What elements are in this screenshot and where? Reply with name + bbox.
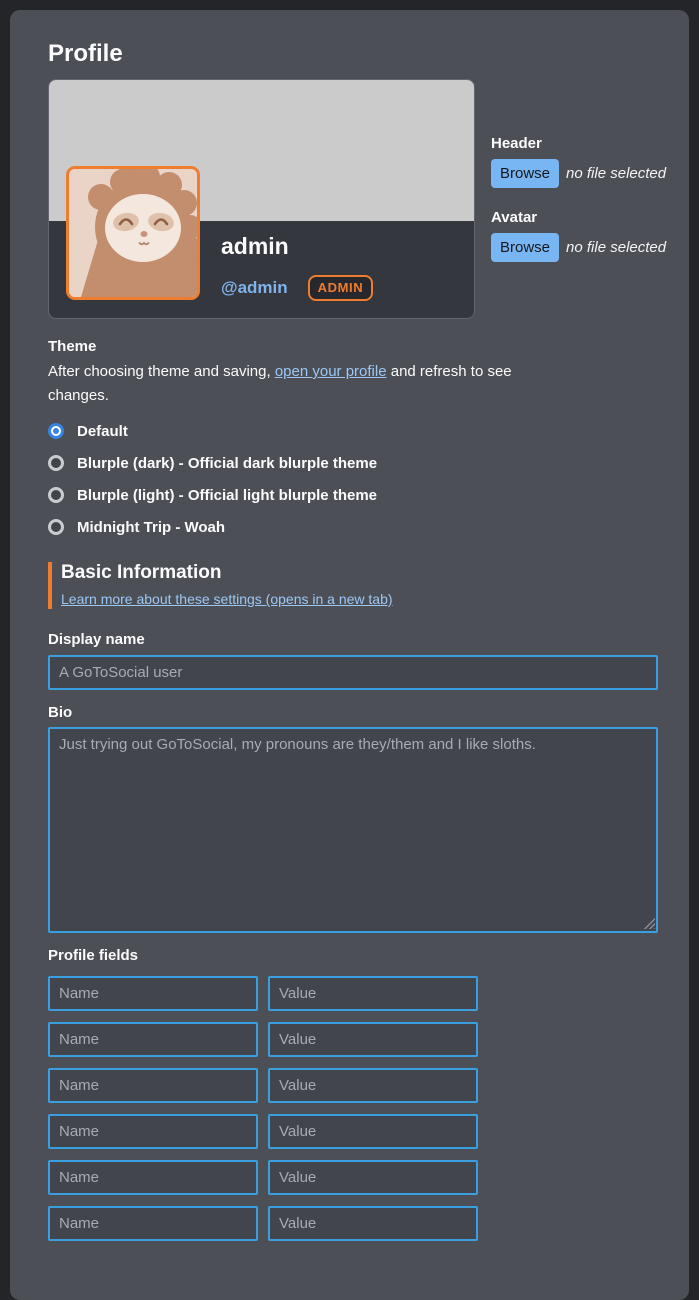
profile-field-value-input-1[interactable] [268,976,478,1011]
display-name-input[interactable] [48,655,658,690]
page-title: Profile [48,40,123,67]
radio-selected-icon[interactable] [48,423,64,439]
profile-field-name-input-4[interactable] [48,1114,258,1149]
avatar-browse-button[interactable]: Browse [491,233,559,262]
avatar-file-input[interactable] [491,233,666,262]
profile-field-value-input-5[interactable] [268,1160,478,1195]
sloth-avatar-image [69,169,197,297]
avatar-upload-label: Avatar [491,209,538,226]
username: admin [221,233,289,259]
avatar [66,166,200,300]
header-upload-label: Header [491,135,542,152]
theme-option-blurple-light[interactable]: Blurple (light) - Official light blurple theme [48,487,668,503]
profile-field-name-input-2[interactable] [48,1022,258,1057]
profile-field-value-input-6[interactable] [268,1206,478,1241]
profile-preview-card [48,79,475,319]
theme-description-text: After choosing theme and saving, [48,363,275,380]
theme-option-default[interactable]: Default [48,423,668,439]
basic-information-heading: Basic Information [61,562,222,583]
header-browse-button[interactable]: Browse [491,159,559,188]
user-handle: @admin [221,278,288,297]
profile-card-info [221,233,373,301]
upload-column [491,135,666,319]
profile-fields-grid [48,976,668,1241]
theme-description-text-2: and refresh to see changes. [48,363,512,404]
basic-information-header [48,562,668,609]
theme-option-midnight-trip[interactable]: Midnight Trip - Woah [48,519,668,535]
settings-panel [10,10,689,1300]
bio-label: Bio [48,704,73,721]
theme-option-blurple-dark[interactable]: Blurple (dark) - Official dark blurple theme [48,455,668,471]
theme-description [48,360,526,408]
profile-field-name-input-6[interactable] [48,1206,258,1241]
profile-field-name-input-3[interactable] [48,1068,258,1103]
theme-radio-group [48,423,668,535]
theme-label: Theme [48,338,97,355]
profile-field-value-input-2[interactable] [268,1022,478,1057]
display-name-label: Display name [48,631,145,648]
theme-section [48,338,668,535]
profile-field-name-input-5[interactable] [48,1160,258,1195]
profile-fields-label: Profile fields [48,947,139,964]
avatar-file-status: no file selected [566,239,667,256]
role-badge: ADMIN [308,275,374,301]
header-file-input[interactable] [491,159,666,188]
radio-unselected-icon[interactable] [48,487,64,503]
bio-textarea[interactable] [48,727,658,933]
profile-field-value-input-3[interactable] [268,1068,478,1103]
profile-preview-row [48,79,668,319]
open-profile-link[interactable]: open your profile [274,363,387,380]
radio-unselected-icon[interactable] [48,519,64,535]
profile-field-value-input-4[interactable] [268,1114,478,1149]
header-file-status: no file selected [566,165,667,182]
radio-unselected-icon[interactable] [48,455,64,471]
learn-more-link[interactable]: Learn more about these settings (opens in a new tab) [61,591,393,607]
profile-field-name-input-1[interactable] [48,976,258,1011]
